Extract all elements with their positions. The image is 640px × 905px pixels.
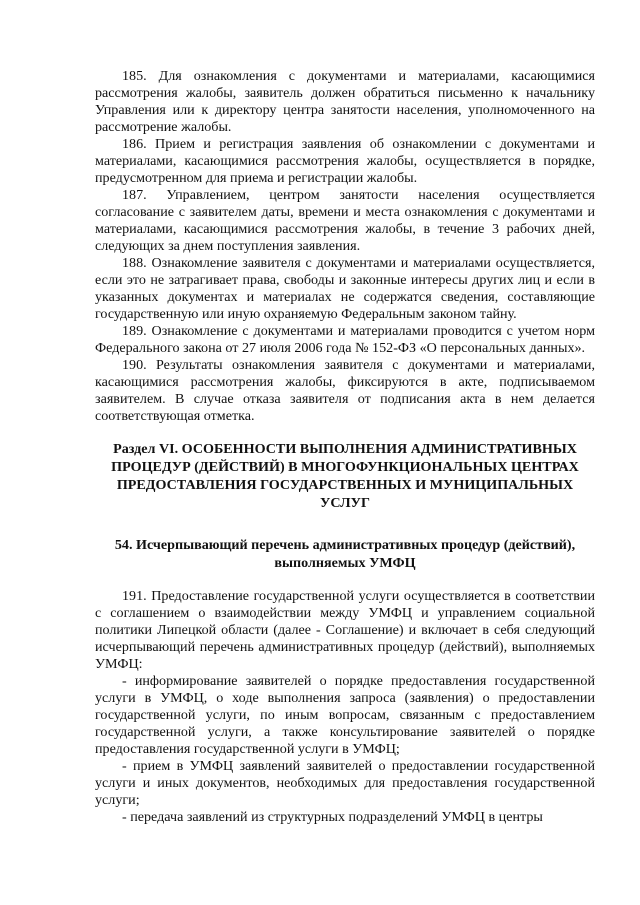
paragraph-190: 190. Результаты ознакомления заявителя с документами и материалами, касающимися рассмотрения жалобы, фиксируются в акте, подписываемом заявителем. В случае отказа заявителя от подписания акта в нем делается соответствующая отметка.	[95, 357, 595, 424]
paragraph-191: 191. Предоставление государственной услуги осуществляется в соответствии с соглашением о взаимодействии между УМФЦ и управлением социальной политики Липецкой области (далее - Соглашение) и включает в себя следующий исчерпывающий перечень административных процедур (действий), выполняемых УМФЦ:	[95, 588, 595, 672]
list-item-informing: - информирование заявителей о порядке предоставления государственной услуги в УМФЦ, о ходе выполнения запроса (заявления) о предоставлении государственной услуги, по иным вопросам, связанным с предоставлением государственной услуги, а также консультирование заявителей о порядке предоставления государственной услуги в УМФЦ;	[95, 673, 595, 757]
paragraph-185: 185. Для ознакомления с документами и материалами, касающимися рассмотрения жалобы, заявитель должен обратиться письменно к начальнику Управления или к директору центра занятости населения, уполномоченного на рассмотрение жалобы.	[95, 68, 595, 135]
paragraph-187: 187. Управлением, центром занятости населения осуществляется согласование с заявителем даты, времени и места ознакомления с документами и материалами, касающимися рассмотрения жалобы, в течение 3 рабочих дней, следующих за днем поступления заявления.	[95, 187, 595, 254]
document-content	[95, 68, 595, 826]
paragraph-188: 188. Ознакомление заявителя с документами и материалами осуществляется, если это не затрагивает права, свободы и законные интересы других лиц и если в указанных документах и материалах не содержатся сведения, составляющие государственную или иную охраняемую Федеральным законом тайну.	[95, 255, 595, 322]
list-item-reception: - прием в УМФЦ заявлений заявителей о предоставлении государственной услуги и иных документов, необходимых для предоставления государственной услуги;	[95, 758, 595, 808]
section-heading: Раздел VI. ОСОБЕННОСТИ ВЫПОЛНЕНИЯ АДМИНИСТРАТИВНЫХ ПРОЦЕДУР (ДЕЙСТВИЙ) В МНОГОФУНКЦИОНАЛЬНЫХ ЦЕНТРАХ ПРЕДОСТАВЛЕНИЯ ГОСУДАРСТВЕННЫХ И МУНИЦИПАЛЬНЫХ УСЛУГ	[111, 441, 579, 511]
paragraph-189: 189. Ознакомление с документами и материалами проводится с учетом норм Федерального закона от 27 июля 2006 года № 152-ФЗ «О персональных данных».	[95, 323, 595, 356]
paragraph-186: 186. Прием и регистрация заявления об ознакомлении с документами и материалами, касающимися рассмотрения жалобы, осуществляется в порядке, предусмотренном для приема и регистрации жалобы.	[95, 136, 595, 186]
subsection-heading: 54. Исчерпывающий перечень административных процедур (действий), выполняемых УМФЦ	[114, 537, 576, 571]
list-item-transfer: - передача заявлений из структурных подразделений УМФЦ в центры	[122, 809, 543, 825]
